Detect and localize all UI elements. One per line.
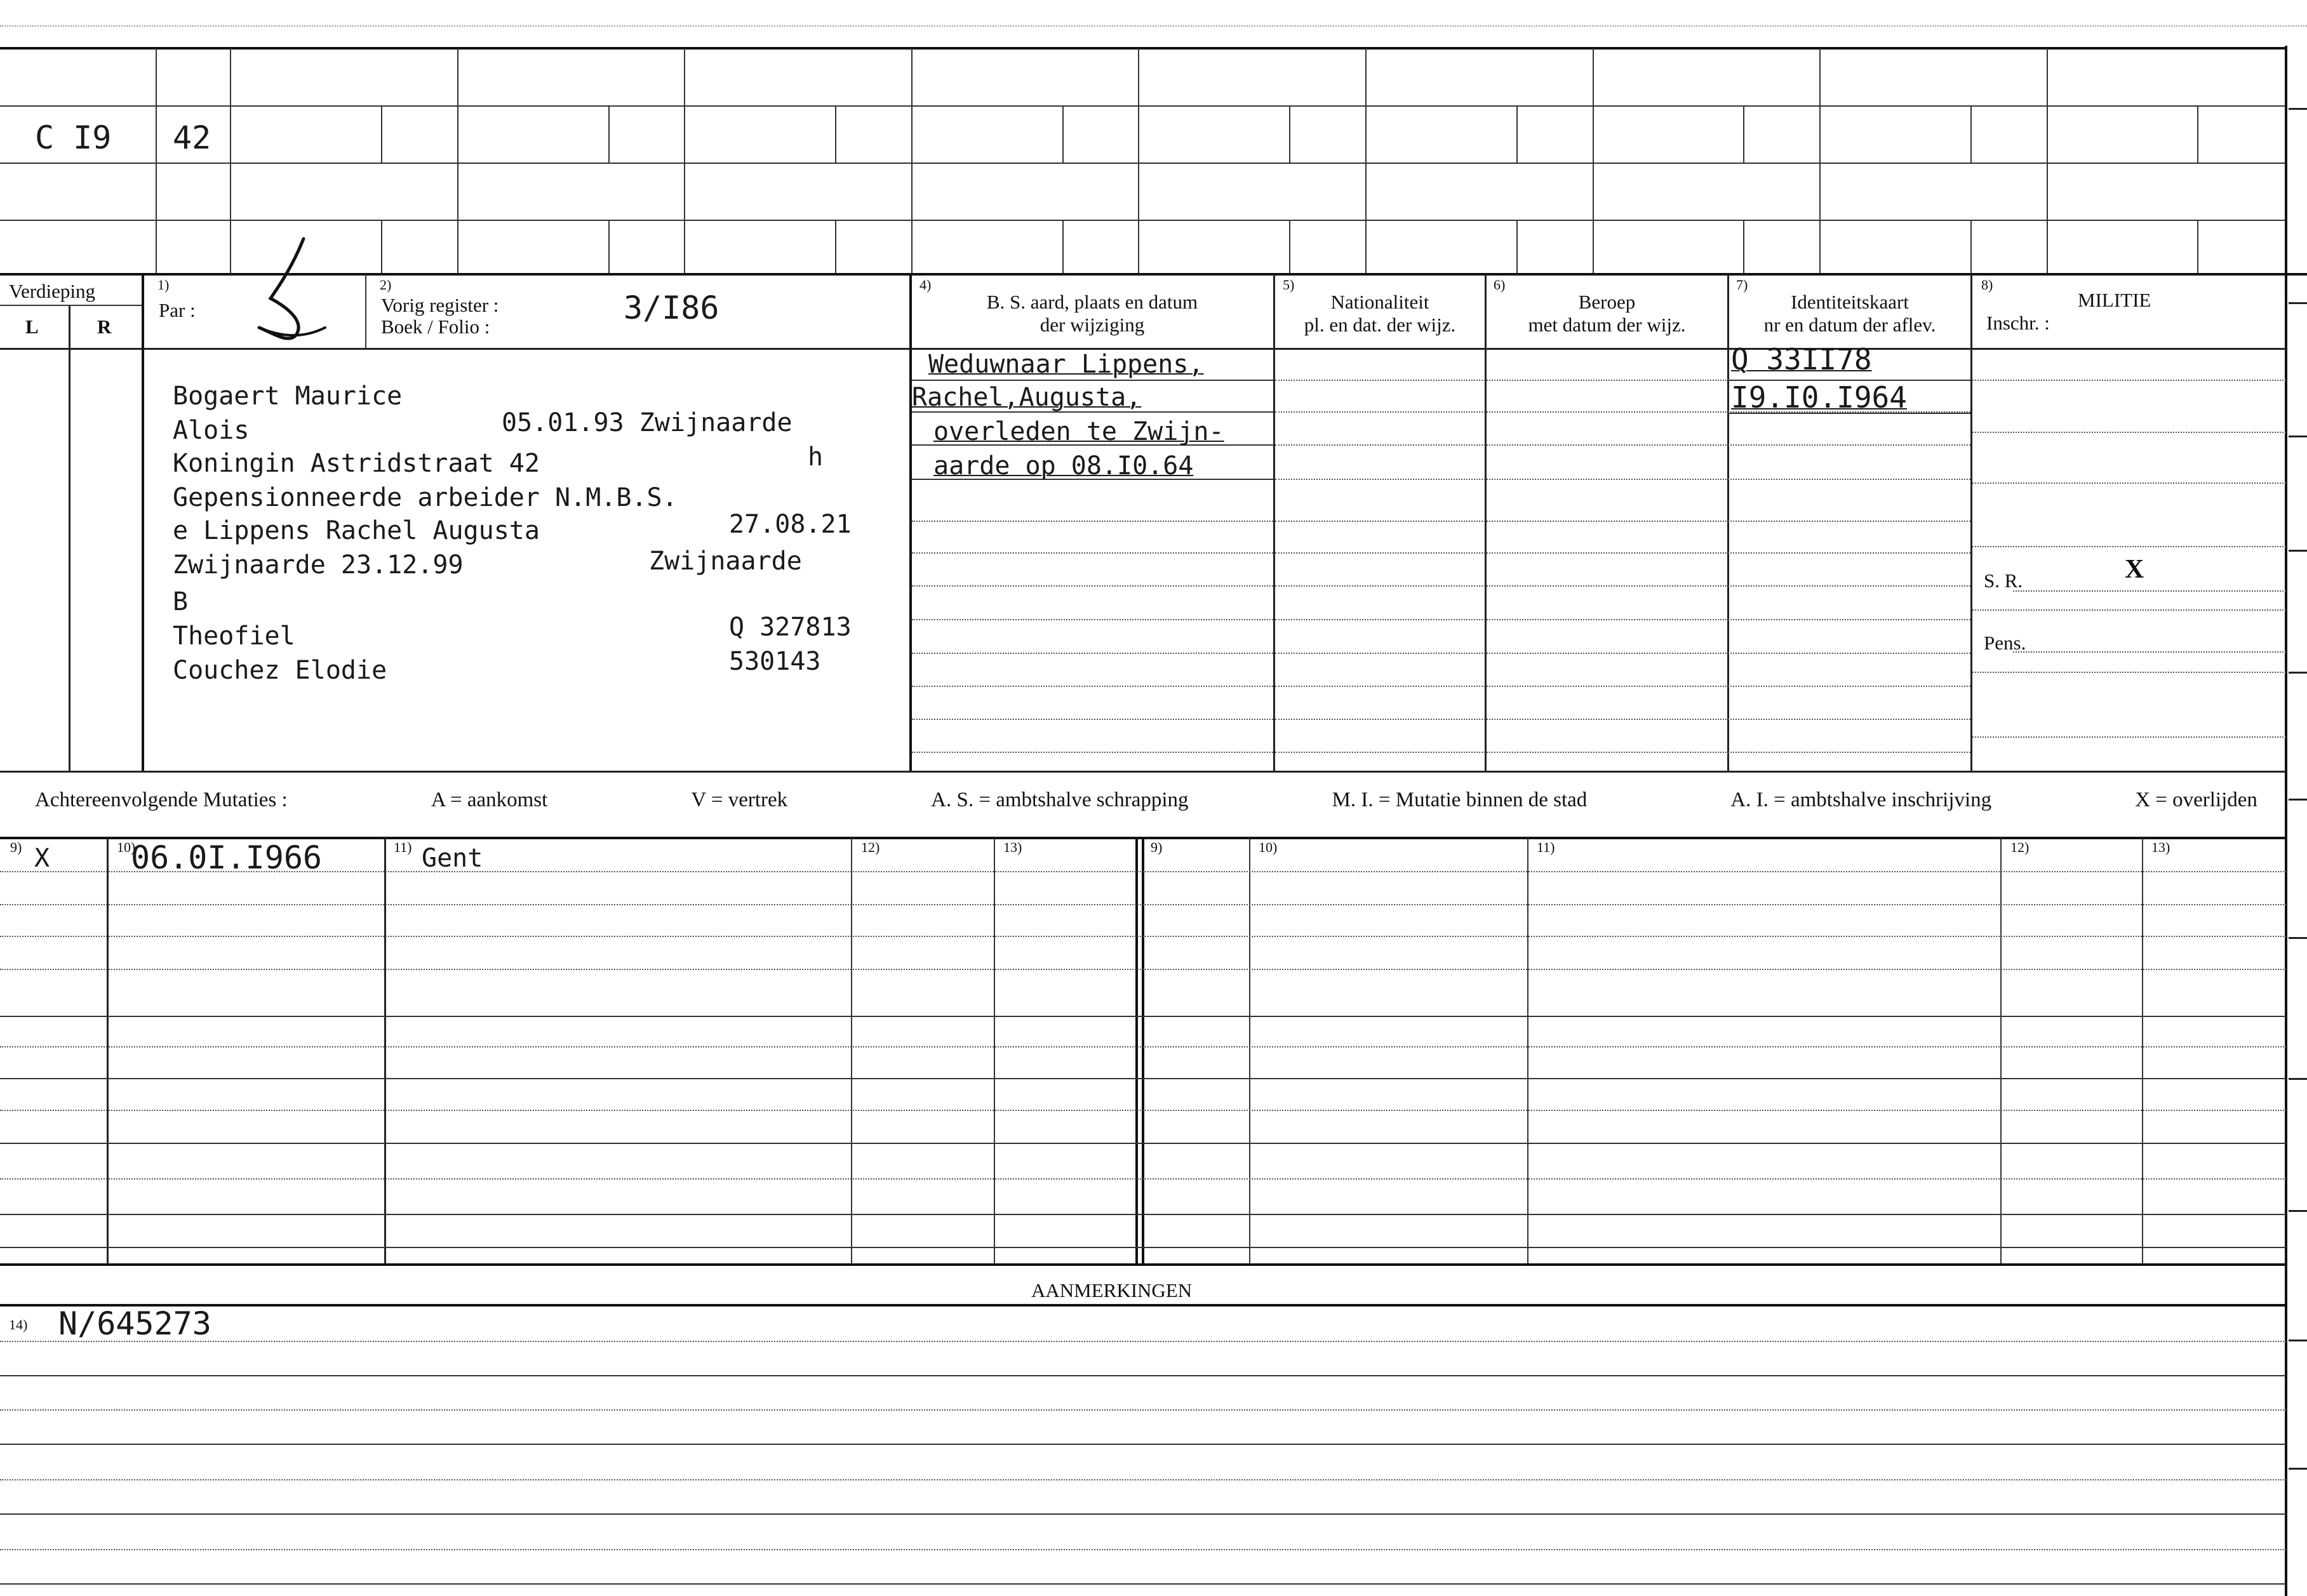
father-reference: Q 327813 bbox=[729, 613, 852, 642]
handwritten-signature bbox=[241, 234, 343, 354]
footnote-8: 8) bbox=[1981, 277, 1993, 293]
militie-header: MILITIE bbox=[2078, 289, 2151, 311]
col-13-number: 13) bbox=[1003, 839, 1022, 855]
vorig-register-label: Vorig register : bbox=[381, 294, 499, 316]
col-13b-number: 13) bbox=[2151, 839, 2170, 855]
col-l-label: L bbox=[25, 316, 39, 338]
bs-line-3: overleden te Zwijn- bbox=[933, 417, 1224, 446]
bs-header-line1: B. S. aard, plaats en datum bbox=[986, 291, 1198, 313]
legend-ambtshalve-schrapping: A. S. = ambtshalve schrapping bbox=[931, 788, 1189, 811]
legend-vertrek: V = vertrek bbox=[691, 788, 788, 811]
mutation-date: 06.0I.I966 bbox=[131, 839, 323, 876]
footnote-4: 4) bbox=[919, 277, 932, 293]
col-9-number: 9) bbox=[10, 839, 22, 855]
birth-date-place: 05.01.93 Zwijnaarde bbox=[502, 408, 792, 437]
bs-header-line2: der wijziging bbox=[1040, 314, 1145, 336]
spouse-birth-date: 27.08.21 bbox=[729, 510, 852, 539]
section-code: C I9 bbox=[35, 119, 112, 156]
marriage-place-date: Zwijnaarde 23.12.99 bbox=[173, 550, 464, 580]
vorig-register-value: 3/I86 bbox=[624, 289, 719, 326]
sr-label: S. R. bbox=[1984, 569, 2023, 592]
col-12-number: 12) bbox=[861, 839, 880, 855]
col-10-number: 10) bbox=[117, 839, 136, 855]
footnote-5: 5) bbox=[1283, 277, 1295, 293]
legend-ambtshalve-inschrijving: A. I. = ambtshalve inschrijving bbox=[1730, 788, 1992, 811]
footnote-2: 2) bbox=[380, 277, 392, 293]
mother-name: Couchez Elodie bbox=[173, 656, 387, 685]
legend-mutatie-stad: M. I. = Mutatie binnen de stad bbox=[1332, 788, 1588, 811]
mutation-type: X bbox=[34, 844, 50, 873]
legend-title: Achtereenvolgende Mutaties : bbox=[35, 788, 288, 811]
verdieping-label: Verdieping bbox=[9, 280, 96, 302]
remarks-value: N/645273 bbox=[58, 1305, 211, 1342]
body-bottom-rule bbox=[0, 771, 2286, 773]
nationaliteit-header-line2: pl. en dat. der wijz. bbox=[1304, 314, 1456, 336]
mutation-place: Gent bbox=[422, 844, 483, 873]
col-9b-number: 9) bbox=[1151, 839, 1163, 855]
id-card-number: Q 33II78 bbox=[1731, 342, 1872, 376]
col-11b-number: 11) bbox=[1537, 839, 1555, 855]
house-number: 42 bbox=[173, 119, 211, 156]
par-label: Par : bbox=[159, 299, 196, 321]
bs-line-2: Rachel,Augusta, bbox=[912, 383, 1142, 412]
col-12b-number: 12) bbox=[2010, 839, 2029, 855]
beroep-header-line1: Beroep bbox=[1578, 291, 1636, 313]
col-r-label: R bbox=[97, 316, 112, 338]
boek-folio-label: Boek / Folio : bbox=[381, 316, 490, 338]
occupation: Gepensionneerde arbeider N.M.B.S. bbox=[173, 483, 678, 512]
identiteitskaart-header-line1: Identiteitskaart bbox=[1791, 291, 1909, 313]
footnote-1: 1) bbox=[157, 277, 170, 293]
footnote-14: 14) bbox=[9, 1317, 28, 1333]
bs-line-1: Weduwnaar Lippens, bbox=[928, 350, 1204, 379]
surname-firstname: Bogaert Maurice bbox=[173, 382, 403, 411]
spouse-name: e Lippens Rachel Augusta bbox=[173, 516, 540, 545]
footnote-7: 7) bbox=[1736, 277, 1748, 293]
sr-value: X bbox=[2125, 555, 2144, 584]
footnote-6: 6) bbox=[1494, 277, 1506, 293]
identiteitskaart-header-line2: nr en datum der aflev. bbox=[1763, 314, 1936, 336]
remarks-title: AANMERKINGEN bbox=[1031, 1279, 1193, 1301]
bs-line-4: aarde op 08.I0.64 bbox=[933, 451, 1194, 481]
second-name: Alois bbox=[173, 416, 250, 445]
mother-reference: 530143 bbox=[729, 647, 821, 676]
legend-aankomst: A = aankomst bbox=[431, 788, 548, 811]
beroep-header-line2: met datum der wijz. bbox=[1528, 314, 1686, 336]
id-card-date: I9.I0.I964 bbox=[1731, 380, 1907, 415]
top-edge bbox=[0, 25, 2307, 27]
spouse-birth-place: Zwijnaarde bbox=[649, 547, 802, 576]
father-name: Theofiel bbox=[173, 622, 295, 651]
b-mark: B bbox=[173, 587, 189, 616]
address: Koningin Astridstraat 42 bbox=[173, 449, 540, 478]
col-11-number: 11) bbox=[394, 839, 412, 855]
col-10b-number: 10) bbox=[1259, 839, 1278, 855]
mutations-legend bbox=[35, 788, 2257, 812]
pens-label: Pens. bbox=[1984, 632, 2026, 654]
h-mark: h bbox=[808, 442, 824, 472]
legend-overlijden: X = overlijden bbox=[2135, 788, 2257, 811]
nationaliteit-header-line1: Nationaliteit bbox=[1330, 291, 1429, 313]
inschr-label: Inschr. : bbox=[1986, 312, 2050, 334]
